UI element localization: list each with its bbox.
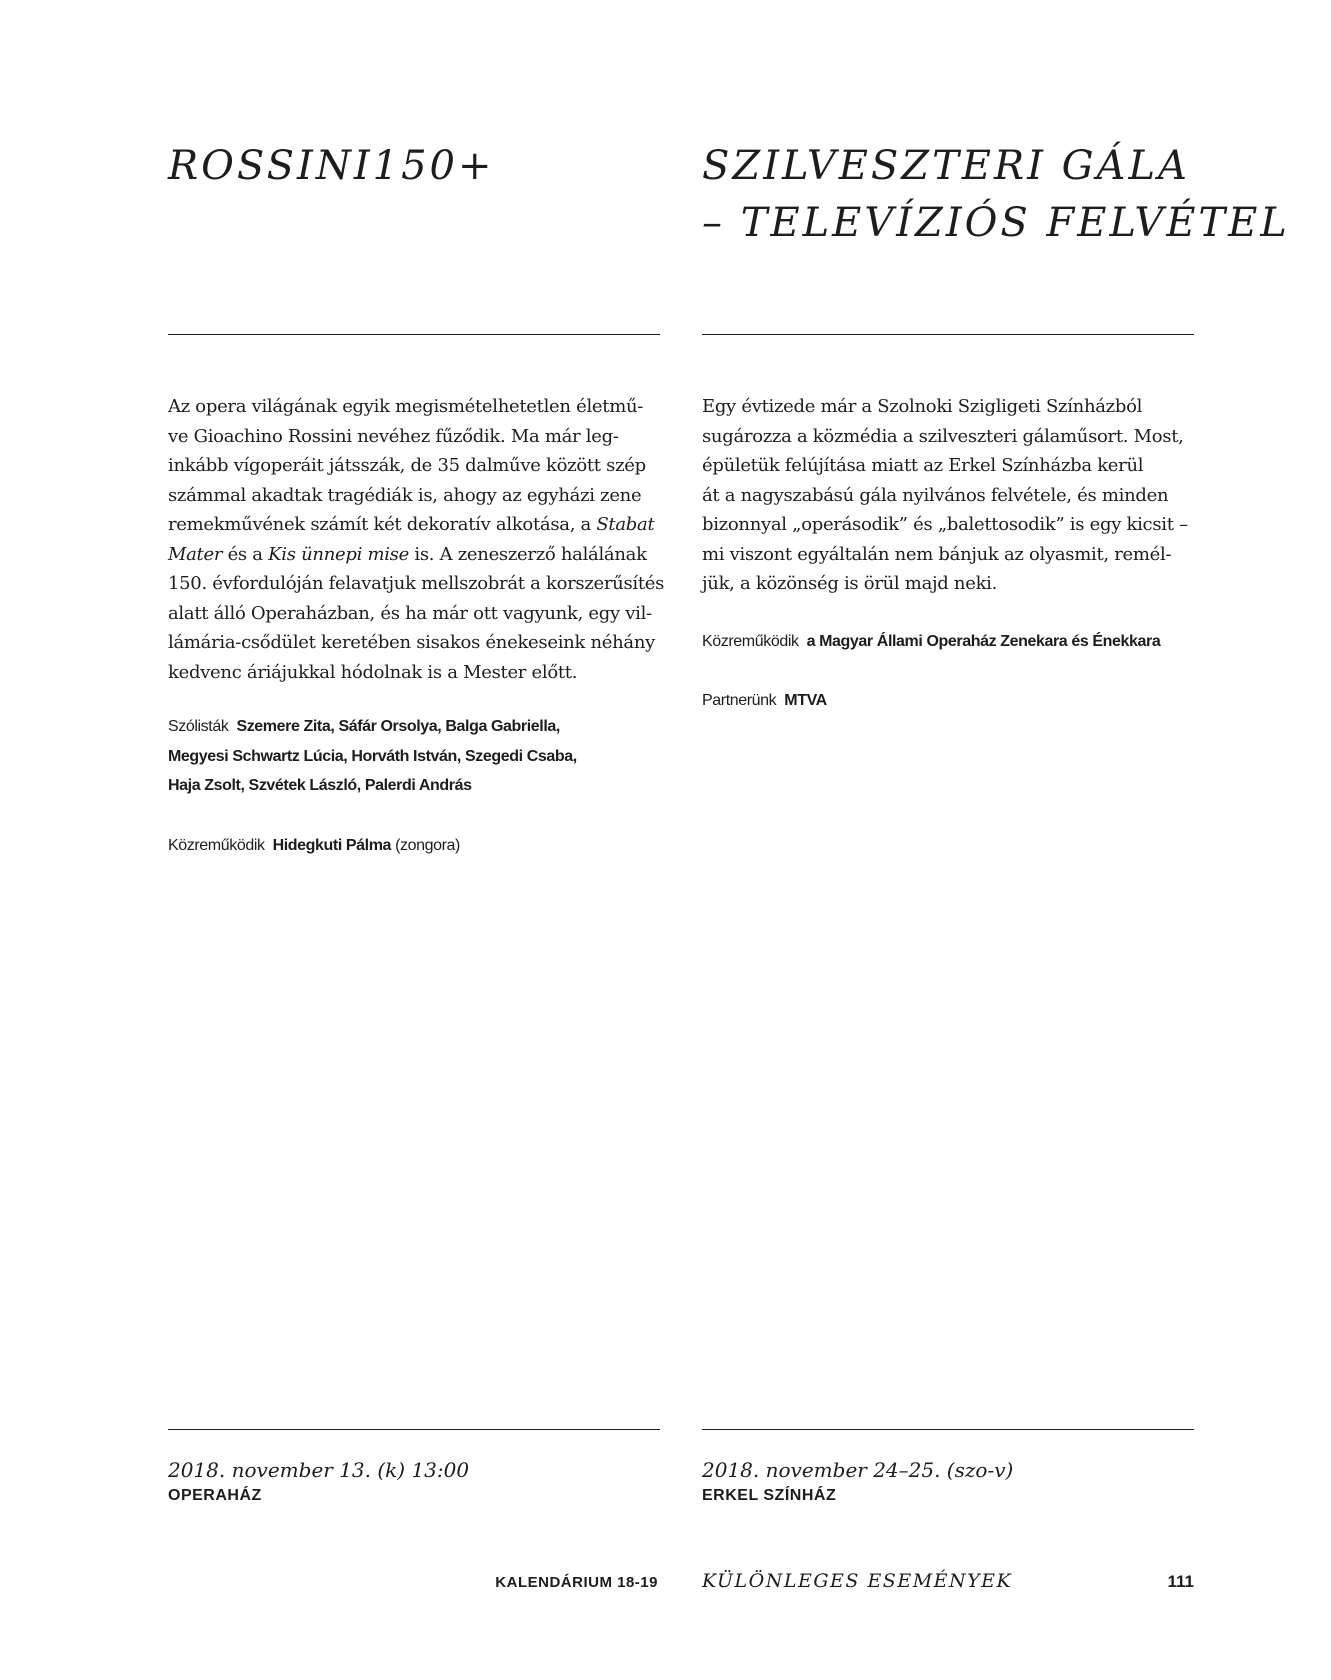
- body-line: [702, 481, 1188, 511]
- soloists-line-3: Haja Zsolt, Szvétek László, Palerdi András: [168, 777, 472, 794]
- page-number: 111: [1167, 1572, 1194, 1591]
- body-line: [168, 392, 664, 422]
- body-line: [168, 422, 664, 452]
- contributor-name: Hidegkuti Pálma: [272, 837, 392, 854]
- body-text-run: mi viszont egyáltalán nem bánjuk az olyasmit, remél-: [702, 543, 1172, 565]
- body-text-run: Egy évtizede már a Szolnoki Szigligeti Színházból: [702, 396, 1143, 417]
- soloists-label: Szólisták: [168, 718, 229, 735]
- body-text-run: lámária-csődület keretében sisakos énekeseink néhány: [168, 632, 656, 653]
- right-event-title: [702, 138, 1290, 252]
- body-text-run: 150. évfordulóján felavatjuk mellszobrát a korszerűsítés: [168, 573, 665, 594]
- body-text-run: ve Gioachino Rossini nevéhez fűződik. Ma már leg-: [168, 425, 619, 447]
- body-text-run: is. A zeneszerző halálának: [408, 543, 647, 565]
- body-text-run: jük, a közönség is örül majd neki.: [702, 573, 998, 594]
- left-event-description: [168, 392, 664, 687]
- body-text-run: bizonnyal „operásodik” és „balettosodik” is egy kicsit –: [702, 514, 1188, 535]
- body-text-run: számmal akadtak tragédiák is, ahogy az egyházi zene: [168, 484, 642, 506]
- body-text-run: remekművének számít két dekoratív alkotása, a: [168, 514, 597, 535]
- body-line: [702, 422, 1188, 452]
- left-event-date: 2018. november 13. (k) 13:00: [168, 1458, 470, 1482]
- body-line: [168, 658, 664, 688]
- body-text-run: épületük felújítása miatt az Erkel Színházba kerül: [702, 455, 1144, 476]
- body-line: [168, 481, 664, 511]
- body-line: [702, 569, 1188, 599]
- footer-section-name: KÜLÖNLEGES ESEMÉNYEK: [702, 1570, 1013, 1592]
- italic-title: Kis ünnepi mise: [268, 543, 409, 565]
- body-line: [702, 510, 1188, 540]
- right-event-date: 2018. november 24–25. (szo-v): [702, 1458, 1014, 1482]
- body-text-run: át a nagyszabású gála nyilvános felvétele, és minden: [702, 484, 1169, 506]
- right-contributor-credit: [702, 627, 1160, 657]
- contributor-name: a Magyar Állami Operaház Zenekara és Énekkara: [806, 633, 1161, 650]
- body-text-run: Az opera világának egyik megismételhetetlen életmű-: [168, 396, 644, 417]
- body-line: [702, 392, 1188, 422]
- left-event-venue: OPERAHÁZ: [168, 1487, 262, 1504]
- italic-title: Mater: [168, 543, 223, 565]
- partner-name: MTVA: [784, 692, 827, 709]
- body-text-run: sugározza a közmédia a szilveszteri gálaműsort. Most,: [702, 425, 1184, 447]
- left-top-divider: [168, 334, 660, 335]
- body-line: [168, 599, 664, 629]
- body-text-run: inkább vígoperáit játsszák, de 35 dalműve között szép: [168, 455, 646, 476]
- body-line: [168, 451, 664, 481]
- left-event-title: ROSSINI150+: [168, 143, 495, 189]
- body-line: [702, 451, 1188, 481]
- right-event-description: [702, 392, 1188, 599]
- body-line: [702, 540, 1188, 570]
- right-event-venue: ERKEL SZÍNHÁZ: [702, 1487, 837, 1504]
- body-text-run: alatt álló Operaházban, és ha már ott vagyunk, egy vil-: [168, 602, 652, 624]
- soloists-line-1: Szemere Zita, Sáfár Orsolya, Balga Gabriella,: [236, 718, 560, 735]
- italic-title: Stabat: [596, 514, 655, 535]
- contributor-label: Közreműködik: [702, 633, 799, 650]
- body-line: [168, 569, 664, 599]
- contributor-label: Közreműködik: [168, 837, 265, 854]
- right-top-divider: [702, 334, 1194, 335]
- right-partner-credit: [702, 686, 827, 716]
- right-bottom-divider: [702, 1429, 1194, 1430]
- left-contributor-credit: [168, 831, 460, 861]
- body-text-run: kedvenc áriájukkal hódolnak is a Mester előtt.: [168, 661, 578, 683]
- body-text-run: és a: [222, 543, 269, 565]
- left-soloists-credit: [168, 712, 577, 801]
- body-line: [168, 628, 664, 658]
- right-title-line-1: SZILVESZTERI GÁLA: [702, 143, 1190, 189]
- partner-label: Partnerünk: [702, 692, 777, 709]
- contributor-note: (zongora): [395, 837, 460, 854]
- body-line: [168, 540, 664, 570]
- footer-publication: KALENDÁRIUM 18-19: [495, 1574, 658, 1591]
- soloists-line-2: Megyesi Schwartz Lúcia, Horváth István, Szegedi Csaba,: [168, 747, 577, 765]
- right-title-line-2: – TELEVÍZIÓS FELVÉTEL: [702, 200, 1290, 246]
- left-bottom-divider: [168, 1429, 660, 1430]
- body-line: [168, 510, 664, 540]
